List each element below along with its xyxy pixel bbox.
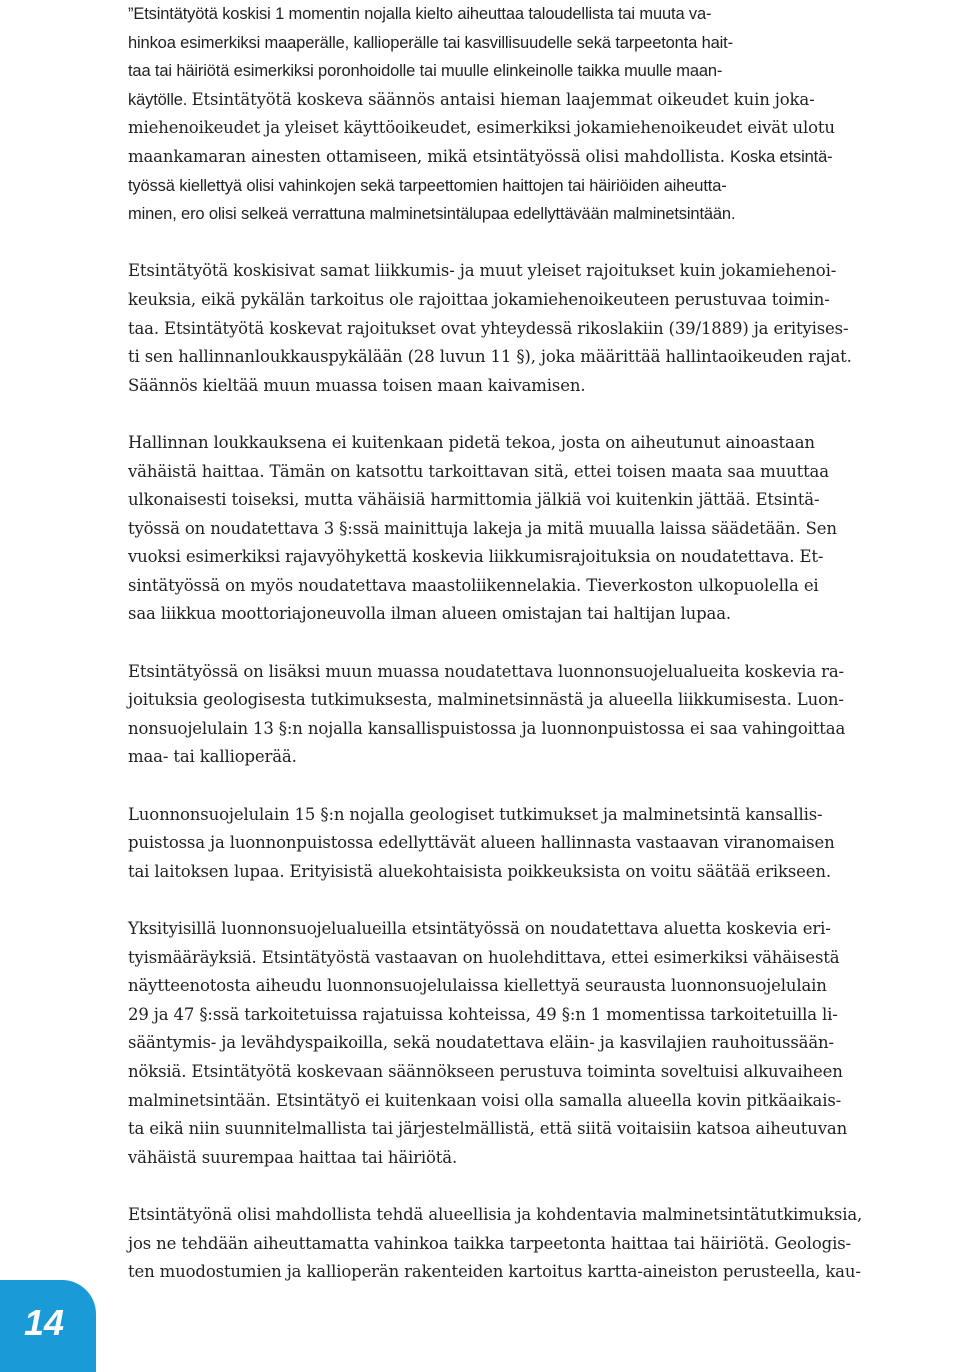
text-segment: Säännös kieltää muun muassa toisen maan kaivamisen. bbox=[128, 375, 586, 395]
text-line bbox=[128, 543, 958, 572]
text-line bbox=[128, 600, 958, 629]
text-segment: malminetsintään. Etsintätyö ei kuitenkaan voisi olla samalla alueella kovin pitkäaikais- bbox=[128, 1090, 842, 1110]
text-line bbox=[128, 286, 958, 315]
text-segment: ten muodostumien ja kallioperän rakenteiden kartoitus kartta-aineiston perusteella, kau- bbox=[128, 1262, 861, 1282]
paragraph bbox=[128, 257, 958, 400]
paragraph-gap bbox=[128, 400, 958, 429]
paragraph-gap bbox=[128, 772, 958, 801]
text-line bbox=[128, 658, 958, 687]
text-segment: ti sen hallinnanloukkauspykälään (28 luvun 11 §), joka määrittää hallintaoikeuden rajat. bbox=[128, 347, 852, 367]
text-segment: vuoksi esimerkiksi rajavyöhykettä koskevia liikkumisrajoituksia on noudatettava. Et- bbox=[128, 547, 824, 567]
text-segment: sintätyössä on myös noudatettava maastoliikennelakia. Tieverkoston ulkopuolella ei bbox=[128, 575, 819, 595]
paragraph bbox=[128, 0, 958, 229]
text-line bbox=[128, 114, 958, 143]
text-line bbox=[128, 1001, 958, 1030]
text-segment: Luonnonsuojelulain 15 §:n nojalla geologiset tutkimukset ja malminetsintä kansallis- bbox=[128, 804, 823, 824]
paragraph bbox=[128, 658, 958, 772]
text-line bbox=[128, 458, 958, 487]
text-segment: nonsuojelulain 13 §:n nojalla kansallispuistossa ja luonnonpuistossa ei saa vahingoittaa bbox=[128, 718, 846, 738]
paragraph bbox=[128, 1201, 958, 1287]
text-segment: Etsintätyötä koskisivat samat liikkumis- ja muut yleiset rajoitukset kuin jokamiehenoi- bbox=[128, 261, 837, 281]
paragraph bbox=[128, 915, 958, 1172]
text-segment: saa liikkua moottoriajoneuvolla ilman alueen omistajan tai haltijan lupaa. bbox=[128, 604, 732, 624]
text-line bbox=[128, 1087, 958, 1116]
paragraph bbox=[128, 801, 958, 887]
text-line bbox=[128, 429, 958, 458]
text-line bbox=[128, 743, 958, 772]
text-segment: jos ne tehdään aiheuttamatta vahinkoa taikka tarpeetonta haittaa tai häiriötä. Geologis- bbox=[128, 1233, 851, 1253]
text-line bbox=[128, 972, 958, 1001]
text-segment: työssä on noudatettava 3 §:ssä mainittuja lakeja ja mitä muualla laissa säädetään. Sen bbox=[128, 518, 837, 538]
text-line bbox=[128, 200, 958, 229]
text-line bbox=[128, 915, 958, 944]
text-segment: minen, ero olisi selkeä verrattuna malminetsintälupaa edellyttävään malminetsintään. bbox=[128, 205, 736, 224]
text-line bbox=[128, 715, 958, 744]
text-line bbox=[128, 1230, 958, 1259]
paragraph-gap bbox=[128, 229, 958, 258]
text-segment: työssä kiellettyä olisi vahinkojen sekä tarpeettomien haittojen tai häiriöiden aiheutta- bbox=[128, 176, 727, 195]
text-line bbox=[128, 315, 958, 344]
text-line bbox=[128, 1144, 958, 1173]
text-line bbox=[128, 0, 958, 29]
text-segment: nöksiä. Etsintätyötä koskevaan säännökseen perustuva toiminta soveltuisi alkuvaiheen bbox=[128, 1061, 843, 1081]
text-segment: Yksityisillä luonnonsuojelualueilla etsintätyössä on noudatettava aluetta koskevia eri- bbox=[128, 919, 831, 938]
text-segment: Hallinnan loukkauksena ei kuitenkaan pidetä tekoa, josta on aiheutunut ainoastaan bbox=[128, 432, 815, 452]
text-segment: 29 ja 47 §:ssä tarkoitetuissa rajatuissa kohteissa, 49 §:n 1 momentissa tarkoitetuilla li- bbox=[128, 1004, 838, 1024]
text-segment: vähäistä haittaa. Tämän on katsottu tarkoittavan sitä, ettei toisen maata saa muuttaa bbox=[128, 461, 829, 481]
text-segment: ulkonaisesti toiseksi, mutta vähäisiä harmittomia jälkiä voi kuitenkin jättää. Etsintä- bbox=[128, 490, 820, 510]
text-segment: vähäistä suurempaa haittaa tai häiriötä. bbox=[128, 1147, 458, 1167]
text-segment: joituksia geologisesta tutkimuksesta, malminetsinnästä ja alueella liikkumisesta. Luon- bbox=[128, 690, 844, 710]
text-segment: ”Etsintätyötä koskisi 1 momentin nojalla kielto aiheuttaa taloudellista tai muuta va- bbox=[128, 5, 712, 23]
page-number: 14 bbox=[23, 1302, 65, 1343]
text-line bbox=[128, 1029, 958, 1058]
text-line bbox=[128, 343, 958, 372]
page-number-badge bbox=[0, 1280, 96, 1372]
text-line bbox=[128, 1201, 958, 1230]
text-line bbox=[128, 29, 958, 58]
text-segment: Koska etsintä- bbox=[730, 147, 833, 166]
paragraph-gap bbox=[128, 1172, 958, 1201]
text-line bbox=[128, 801, 958, 830]
text-segment: miehenoikeudet ja yleiset käyttöoikeudet, esimerkiksi jokamiehenoikeudet eivät ulotu bbox=[128, 118, 835, 138]
paragraph-gap bbox=[128, 886, 958, 915]
text-segment: näytteenotosta aiheudu luonnonsuojelulaissa kiellettyä seurausta luonnonsuojelulain bbox=[128, 976, 827, 996]
text-line bbox=[128, 686, 958, 715]
body-text bbox=[128, 0, 958, 1287]
text-line bbox=[128, 172, 958, 201]
paragraph-gap bbox=[128, 629, 958, 658]
text-line bbox=[128, 829, 958, 858]
text-segment: maankamaran ainesten ottamiseen, mikä etsintätyössä olisi mahdollista. bbox=[128, 146, 731, 166]
text-line bbox=[128, 86, 958, 115]
text-line bbox=[128, 372, 958, 401]
text-line bbox=[128, 858, 958, 887]
text-line bbox=[128, 1258, 958, 1287]
text-segment: puistossa ja luonnonpuistossa edellyttävät alueen hallinnasta vastaavan viranomaisen bbox=[128, 833, 835, 853]
text-segment: sääntymis- ja levähdyspaikoilla, sekä noudatettava eläin- ja kasvilajien rauhoitussään- bbox=[128, 1033, 834, 1053]
text-line bbox=[128, 1058, 958, 1087]
text-segment: Etsintätyössä on lisäksi muun muassa noudatettava luonnonsuojelualueita koskevia ra- bbox=[128, 661, 844, 681]
text-line bbox=[128, 143, 958, 172]
text-segment: taa tai häiriötä esimerkiksi poronhoidolle tai muulle elinkeinolle taikka muulle maan- bbox=[128, 62, 723, 81]
text-segment: ta eikä niin suunnitelmallista tai järjestelmällistä, että siitä voitaisiin katsoa aiheutuvan bbox=[128, 1119, 848, 1139]
text-segment: Etsintätyötä koskeva säännös antaisi hieman laajemmat oikeudet kuin joka- bbox=[191, 89, 815, 109]
text-segment: Etsintätyönä olisi mahdollista tehdä alueellisia ja kohdentavia malminetsintätutkimuksia, bbox=[128, 1204, 863, 1224]
text-line bbox=[128, 1115, 958, 1144]
text-segment: hinkoa esimerkiksi maaperälle, kallioperälle tai kasvillisuudelle sekä tarpeetonta hait- bbox=[128, 33, 733, 52]
text-line bbox=[128, 486, 958, 515]
text-segment: käytölle. bbox=[128, 90, 192, 109]
text-line bbox=[128, 57, 958, 86]
paragraph bbox=[128, 429, 958, 629]
text-line bbox=[128, 944, 958, 973]
text-segment: tyismääräyksiä. Etsintätyöstä vastaavan on huolehdittava, ettei esimerkiksi vähäisestä bbox=[128, 947, 840, 967]
text-segment: maa- tai kallioperää. bbox=[128, 747, 297, 767]
text-segment: keuksia, eikä pykälän tarkoitus ole rajoittaa jokamiehenoikeuteen perustuvaa toimin- bbox=[128, 289, 830, 309]
text-segment: taa. Etsintätyötä koskevat rajoitukset ovat yhteydessä rikoslakiin (39/1889) ja erityises- bbox=[128, 318, 849, 338]
text-line bbox=[128, 515, 958, 544]
text-line bbox=[128, 572, 958, 601]
text-line bbox=[128, 257, 958, 286]
text-segment: tai laitoksen lupaa. Erityisistä aluekohtaisista poikkeuksista on voitu säätää erikseen. bbox=[128, 861, 831, 881]
